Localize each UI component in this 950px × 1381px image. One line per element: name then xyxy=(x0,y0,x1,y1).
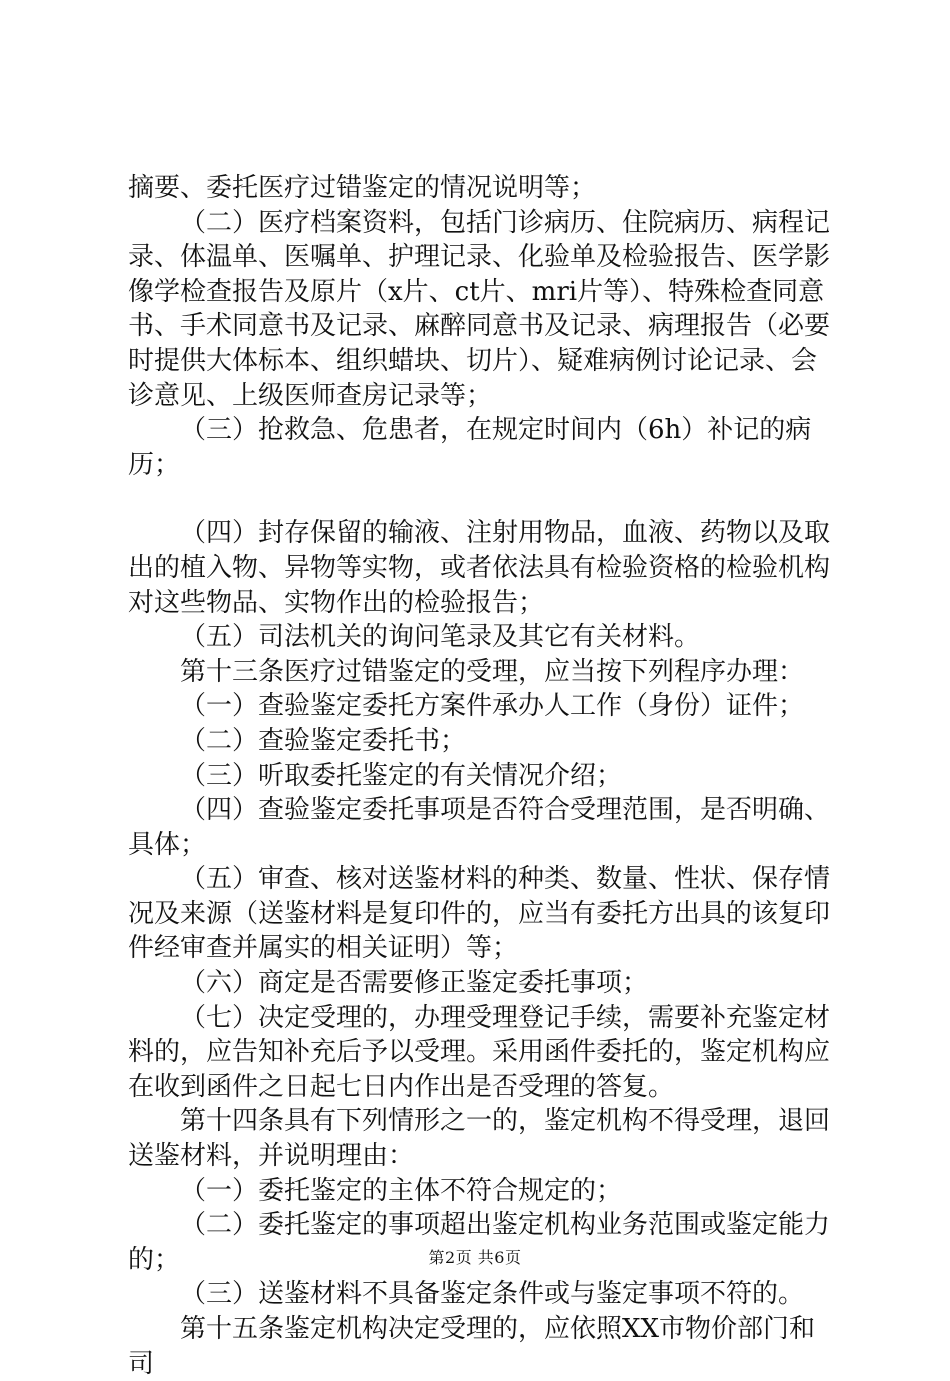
paragraph: （一）委托鉴定的主体不符合规定的； xyxy=(180,1175,623,1206)
paragraph: （三）送鉴材料不具备鉴定条件或与鉴定事项不符的。 xyxy=(180,1279,805,1310)
paragraph: （三）抢救急、危患者，在规定时间内（6h）补记的病历； xyxy=(128,415,812,480)
paragraph: （五）审查、核对送鉴材料的种类、数量、性状、保存情况及来源（送鉴材料是复印件的，应当有委托方出具的该复印件经审查并属实的相关证明）等； xyxy=(128,864,831,964)
document-body xyxy=(128,171,836,1381)
paragraph: 摘要、委托医疗过错鉴定的情况说明等； xyxy=(128,173,597,203)
paragraph: （六）商定是否需要修正鉴定委托事项； xyxy=(180,968,649,999)
paragraph: （四）封存保留的输液、注射用物品，血液、药物以及取出的植入物、异物等实物，或者依法具有检验资格的检验机构对这些物品、实物作出的检验报告； xyxy=(128,518,831,618)
paragraph: 第十三条医疗过错鉴定的受理，应当按下列程序办理： xyxy=(180,656,805,687)
paragraph: 第十五条鉴定机构决定受理的，应依照XX市物价部门和司 xyxy=(128,1314,816,1379)
paragraph: （二）医疗档案资料，包括门诊病历、住院病历、病程记录、体温单、医嘱单、护理记录、化验单及检验报告、医学影像学检查报告及原片（x片、ct片、mri片等）、特殊检查同意书、手术同意书及记录、麻醉同意书及记录、病理报告（必要时提供大体标本、组织蜡块、切片）、疑难病例讨论记录、会诊意见、上级医师查房记录等； xyxy=(128,207,831,411)
paragraph: （四）查验鉴定委托事项是否符合受理范围，是否明确、具体； xyxy=(128,795,831,860)
paragraph: （五）司法机关的询问笔录及其它有关材料。 xyxy=(180,622,701,653)
paragraph: （七）决定受理的，办理受理登记手续，需要补充鉴定材料的，应告知补充后予以受理。采用函件委托的，鉴定机构应在收到函件之日起七日内作出是否受理的答复。 xyxy=(128,1002,831,1102)
paragraph: （一）查验鉴定委托方案件承办人工作（身份）证件； xyxy=(180,691,805,722)
paragraph: （二）委托鉴定的事项超出鉴定机构业务范围或鉴定能力的； xyxy=(128,1210,831,1275)
paragraph: （二）查验鉴定委托书； xyxy=(180,725,467,756)
page-number-footer: 第2页 共6页 xyxy=(428,1248,522,1267)
paragraph: 第十四条具有下列情形之一的，鉴定机构不得受理，退回送鉴材料，并说明理由： xyxy=(128,1106,831,1172)
paragraph: （三）听取委托鉴定的有关情况介绍； xyxy=(180,760,623,791)
